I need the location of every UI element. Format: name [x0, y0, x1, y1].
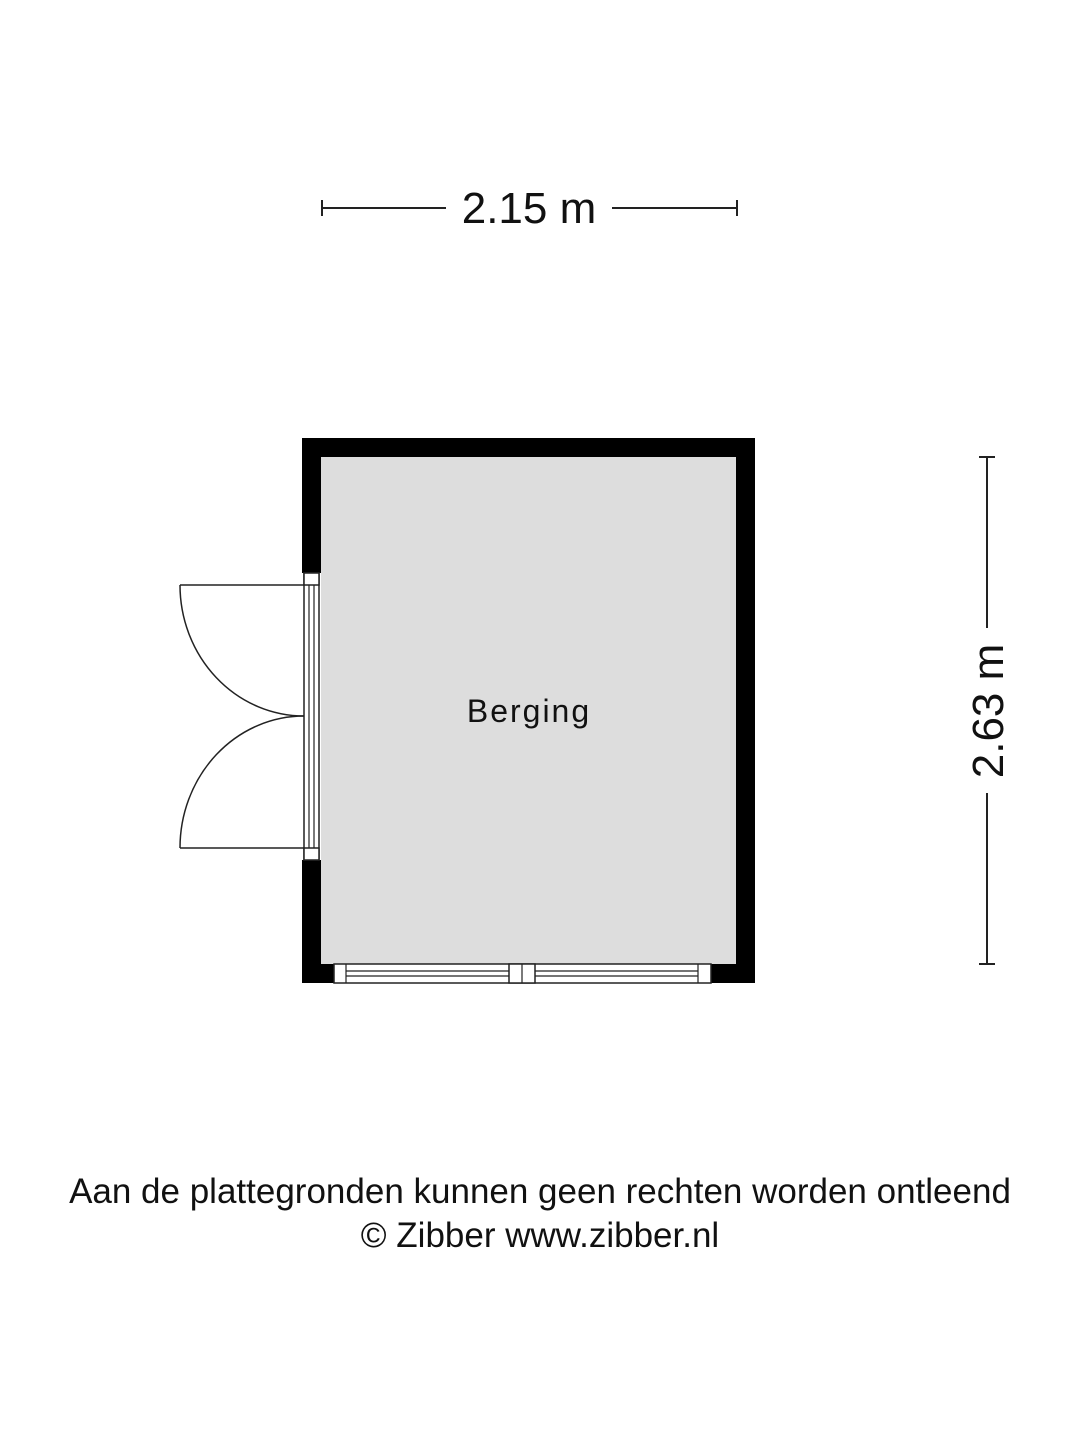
- double-door: [180, 573, 319, 860]
- bottom-window: [334, 964, 711, 983]
- door-upper-swing-arc: [180, 585, 304, 716]
- wall-left-upper: [302, 438, 321, 573]
- wall-right: [736, 438, 755, 983]
- door-frame: [304, 573, 319, 860]
- wall-bottom-left: [302, 964, 334, 983]
- wall-bottom-right: [711, 964, 755, 983]
- door-lower-swing-arc: [180, 716, 304, 848]
- height-dimension: [964, 457, 1013, 964]
- height-dimension-label: 2.63 m: [964, 643, 1013, 779]
- copyright-text: © Zibber www.zibber.nl: [360, 1216, 720, 1255]
- disclaimer-text: Aan de plattegronden kunnen geen rechten worden ontleend: [69, 1172, 1011, 1211]
- wall-top: [302, 438, 755, 457]
- width-dimension: [322, 184, 737, 233]
- door-jamb-bottom: [304, 848, 319, 860]
- door-jamb-top: [304, 573, 319, 585]
- room-label-berging: Berging: [466, 693, 592, 729]
- width-dimension-label: 2.15 m: [461, 184, 597, 233]
